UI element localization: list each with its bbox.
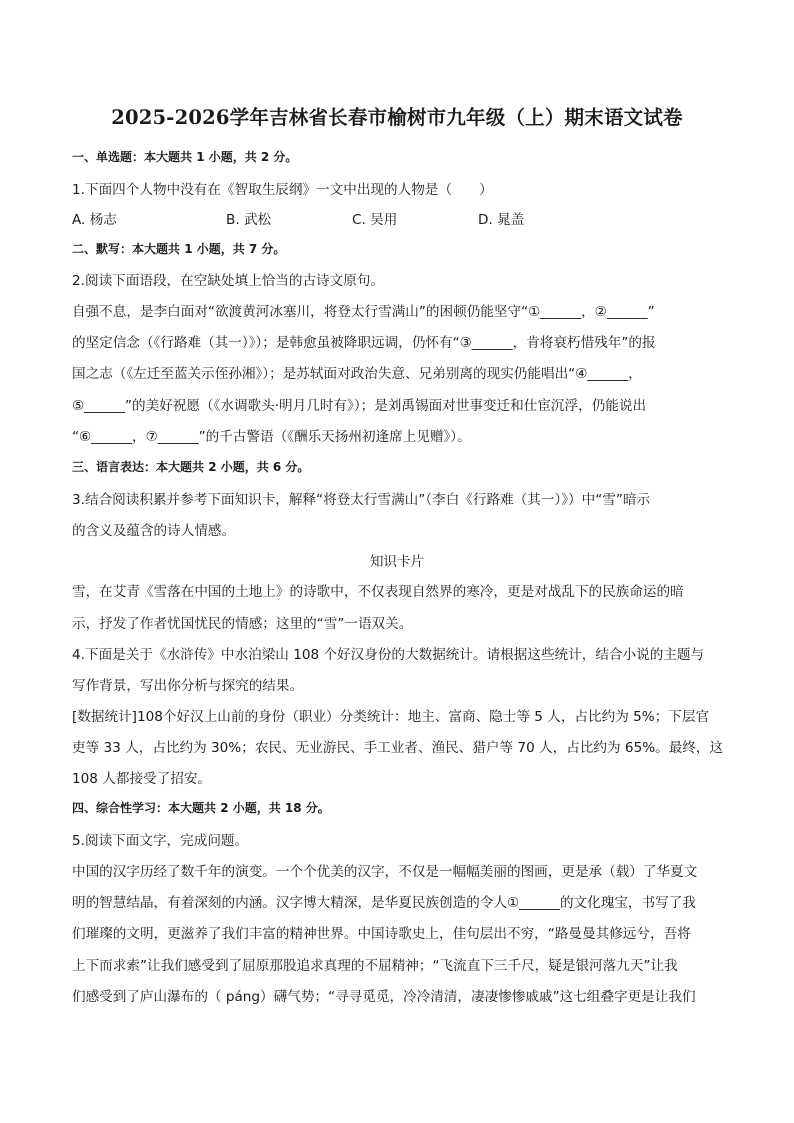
section-2-heading bbox=[72, 240, 722, 257]
question-4-stem: 4.下面是关于《水浒传》中水泊梁山 108 个好汉身份的大数据统计。请根据这些统计，结合小说的主题与 bbox=[72, 647, 705, 663]
question-5-passage: 上下而求索”让我们感受到了屈原那股追求真理的不屈精神；“飞流直下三千尺，疑是银河落九天”让我 bbox=[72, 958, 678, 974]
section-label: 三、语言表达： bbox=[72, 460, 157, 474]
question-5-stem: 5.阅读下面文字，完成问题。 bbox=[72, 833, 249, 849]
question-2-text: ⑤______”的美好祝愿（《水调歌头·明月几时有》）；是刘禹锡面对世事变迁和仕宦沉浮，仍能说出 bbox=[72, 398, 647, 414]
question-2-text: 自强不息，是李白面对“欲渡黄河冰塞川，将登太行雪满山”的困顿仍能坚守“①______，②______” bbox=[72, 304, 655, 320]
knowledge-card-text: 示，抒发了作者忧国忧民的情感；这里的“雪”一语双关。 bbox=[72, 616, 413, 632]
section-label: 二、默写： bbox=[72, 242, 133, 256]
section-info: 本大题共 1 小题，共 7 分。 bbox=[132, 242, 286, 256]
question-5-passage: 明的智慧结晶，有着深刻的内涵。汉字博大精深，是华夏民族创造的令人①______的文化瑰宝，书写了我 bbox=[72, 895, 696, 911]
option-d: D. 晁盖 bbox=[478, 212, 525, 228]
option-a: A. 杨志 bbox=[72, 212, 117, 228]
question-4-data: 108 人都接受了招安。 bbox=[72, 771, 212, 787]
section-info: 本大题共 2 小题，共 18 分。 bbox=[168, 801, 330, 815]
question-3-stem: 3.结合阅读积累并参考下面知识卡，解释“将登太行雪满山”（李白《行路难（其一）》）中“雪”暗示 bbox=[72, 492, 651, 508]
question-5-passage: 中国的汉字历经了数千年的演变。一个个优美的汉字，不仅是一幅幅美丽的图画，更是承（载）了华夏文 bbox=[72, 864, 698, 880]
exam-title: 2025-2026学年吉林省长春市榆树市九年级（上）期末语文试卷 bbox=[111, 106, 683, 129]
question-3-stem: 的含义及蕴含的诗人情感。 bbox=[72, 523, 236, 539]
question-2-stem: 2.阅读下面语段，在空缺处填上恰当的古诗文原句。 bbox=[72, 273, 385, 289]
section-4-heading bbox=[72, 799, 722, 816]
section-label: 一、单选题： bbox=[72, 150, 145, 164]
section-info: 本大题共 2 小题，共 6 分。 bbox=[156, 460, 310, 474]
question-4-data: [数据统计]108个好汉上山前的身份（职业）分类统计：地主、富商、隐士等 5 人，占比约为 5%；下层官 bbox=[72, 709, 710, 725]
question-4-stem: 写作背景，写出你分析与探究的结果。 bbox=[72, 678, 304, 694]
option-b: B. 武松 bbox=[226, 212, 272, 228]
question-2-text: 国之志（《左迁至蓝关示侄孙湘》）；是苏轼面对政治失意、兄弟别离的现实仍能唱出“④______， bbox=[72, 366, 642, 382]
question-5-passage: 们感受到了庐山瀑布的（ páng）礴气势；“寻寻觅觅，冷冷清清，凄凄惨惨戚戚”这七组叠字更是让我们 bbox=[72, 989, 696, 1005]
question-2-text: 的坚定信念（《行路难（其一）》）；是韩愈虽被降职远调，仍怀有“③______，肯将衰朽惜残年”的报 bbox=[72, 335, 656, 351]
knowledge-card-text: 雪，在艾青《雪落在中国的土地上》的诗歌中，不仅表现自然界的寒冷，更是对战乱下的民族命运的暗 bbox=[72, 584, 684, 600]
knowledge-card-title: 知识卡片 bbox=[369, 554, 425, 570]
section-1-heading bbox=[72, 148, 722, 165]
question-5-passage: 们璀璨的文明，更滋养了我们丰富的精神世界。中国诗歌史上，佳句层出不穷，“路曼曼其修远兮，吾将 bbox=[72, 926, 691, 942]
question-2-text: “⑥______，⑦______”的千古警语（《酬乐天扬州初逢席上见赠》）。 bbox=[72, 429, 471, 445]
question-4-data: 吏等 33 人，占比约为 30%；农民、无业游民、手工业者、渔民、猎户等 70 人，占比约为 65%。最终，这 bbox=[72, 740, 724, 756]
section-info: 本大题共 1 小题，共 2 分。 bbox=[144, 150, 298, 164]
question-1-stem: 1.下面四个人物中没有在《智取生辰纲》一文中出现的人物是（ ） bbox=[72, 182, 493, 198]
section-3-heading bbox=[72, 458, 722, 475]
option-c: C. 吴用 bbox=[352, 212, 398, 228]
section-label: 四、综合性学习： bbox=[72, 801, 169, 815]
